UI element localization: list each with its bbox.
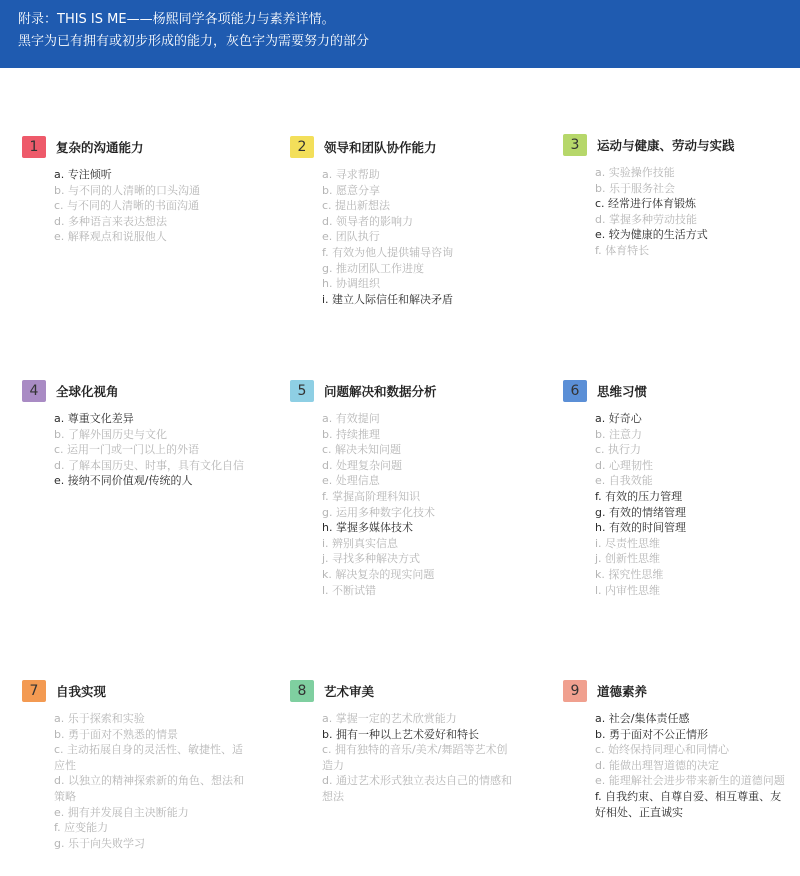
- category-number-badge: 9: [563, 680, 587, 702]
- ability-list: [22, 411, 247, 489]
- ability-item: b. 注意力: [595, 427, 642, 441]
- category-header: [290, 136, 515, 158]
- ability-item: c. 经常进行体育锻炼: [595, 197, 697, 211]
- ability-item: b. 拥有一种以上艺术爱好和特长: [322, 727, 479, 741]
- ability-item: a. 尊重文化差异: [54, 412, 134, 425]
- ability-item: d. 多种语言来表达想法: [54, 214, 167, 228]
- ability-item: e. 自我效能: [595, 474, 653, 488]
- ability-item: f. 自我约束、自尊自爱、相互尊重、友好相处、正直诚实: [595, 789, 782, 819]
- ability-list: [22, 167, 247, 245]
- ability-item: b. 持续推理: [322, 427, 380, 441]
- category-2: [290, 136, 515, 307]
- ability-item: l. 内审性思维: [595, 583, 661, 597]
- header-banner: [0, 0, 800, 68]
- category-number-badge: 5: [290, 380, 314, 402]
- ability-item: d. 能做出理智道德的决定: [595, 758, 719, 772]
- ability-list: [22, 711, 247, 851]
- category-header: [22, 380, 247, 402]
- ability-item: d. 处理复杂问题: [322, 458, 402, 472]
- ability-item: c. 执行力: [595, 443, 642, 457]
- ability-item: b. 了解外国历史与文化: [54, 427, 167, 441]
- ability-item: a. 有效提问: [322, 412, 380, 425]
- ability-item: a. 掌握一定的艺术欣赏能力: [322, 712, 457, 725]
- ability-item: b. 与不同的人清晰的口头沟通: [54, 183, 200, 197]
- ability-list: [563, 411, 788, 598]
- category-header: [290, 680, 515, 702]
- ability-item: i. 建立人际信任和解决矛盾: [322, 292, 454, 306]
- ability-item: k. 解决复杂的现实问题: [322, 567, 435, 581]
- header-legend-note: 黑字为已有拥有或初步形成的能力，灰色字为需要努力的部分: [18, 34, 370, 49]
- ability-item: a. 寻求帮助: [322, 168, 380, 181]
- category-header: [22, 136, 247, 158]
- category-header: [563, 380, 788, 402]
- ability-item: a. 乐于探索和实验: [54, 712, 145, 725]
- ability-item: d. 了解本国历史、时事，具有文化自信: [54, 458, 244, 472]
- category-number-badge: 8: [290, 680, 314, 702]
- ability-item: d. 以独立的精神探索新的角色、想法和策略: [54, 774, 244, 803]
- ability-item: e. 处理信息: [322, 474, 380, 488]
- ability-item: f. 有效为他人提供辅导咨询: [322, 245, 454, 259]
- ability-item: c. 与不同的人清晰的书面沟通: [54, 199, 200, 213]
- ability-item: c. 拥有独特的音乐/美术/舞蹈等艺术创造力: [322, 743, 508, 772]
- category-4: [22, 380, 247, 489]
- ability-item: g. 乐于向失败学习: [54, 836, 145, 850]
- category-number-badge: 3: [563, 134, 587, 156]
- ability-list: [290, 411, 515, 598]
- ability-item: g. 运用多种数字化技术: [322, 505, 435, 519]
- ability-item: d. 掌握多种劳动技能: [595, 212, 697, 226]
- ability-item: h. 有效的时间管理: [595, 521, 686, 535]
- ability-item: i. 辨别真实信息: [322, 536, 399, 550]
- ability-item: h. 协调组织: [322, 277, 380, 291]
- ability-item: b. 愿意分享: [322, 183, 380, 197]
- category-number-badge: 1: [22, 136, 46, 158]
- ability-item: b. 勇于面对不熟悉的情景: [54, 727, 178, 741]
- ability-item: j. 寻找多种解决方式: [322, 552, 421, 566]
- category-title: 领导和团队协作能力: [324, 140, 437, 155]
- ability-item: c. 运用一门或一门以上的外语: [54, 443, 200, 457]
- category-title: 问题解决和数据分析: [324, 384, 437, 399]
- ability-list: [290, 167, 515, 307]
- ability-item: e. 解释观点和说服他人: [54, 230, 167, 244]
- category-number-badge: 6: [563, 380, 587, 402]
- ability-list: [290, 711, 515, 805]
- ability-item: j. 创新性思维: [595, 552, 661, 566]
- ability-item: a. 好奇心: [595, 412, 642, 425]
- category-header: [563, 134, 788, 156]
- category-title: 艺术审美: [324, 684, 375, 699]
- ability-item: g. 推动团队工作进度: [322, 261, 424, 275]
- ability-list: [563, 711, 788, 820]
- ability-item: i. 尽责性思维: [595, 536, 661, 550]
- category-title: 道德素养: [597, 684, 648, 699]
- ability-item: k. 探究性思维: [595, 567, 664, 581]
- category-3: [563, 134, 788, 259]
- ability-item: f. 有效的压力管理: [595, 489, 683, 503]
- category-number-badge: 7: [22, 680, 46, 702]
- ability-item: f. 掌握高阶理科知识: [322, 489, 421, 503]
- ability-item: c. 始终保持同理心和同情心: [595, 743, 730, 757]
- ability-item: c. 提出新想法: [322, 199, 391, 213]
- ability-item: c. 解决未知问题: [322, 443, 402, 457]
- ability-item: e. 接纳不同价值观/传统的人: [54, 474, 193, 488]
- ability-item: e. 团队执行: [322, 230, 380, 244]
- category-9: [563, 680, 788, 820]
- ability-item: a. 实验操作技能: [595, 166, 675, 179]
- ability-item: l. 不断试错: [322, 583, 377, 597]
- category-7: [22, 680, 247, 851]
- category-title: 复杂的沟通能力: [56, 140, 144, 155]
- ability-item: d. 领导者的影响力: [322, 214, 413, 228]
- ability-item: f. 体育特长: [595, 243, 650, 257]
- category-title: 全球化视角: [56, 384, 119, 399]
- category-title: 自我实现: [56, 684, 107, 699]
- ability-item: a. 专注倾听: [54, 168, 112, 181]
- ability-item: b. 乐于服务社会: [595, 181, 675, 195]
- category-number-badge: 4: [22, 380, 46, 402]
- ability-item: e. 能理解社会进步带来新生的道德问题: [595, 774, 785, 788]
- ability-list: [563, 165, 788, 259]
- ability-item: a. 社会/集体责任感: [595, 712, 690, 725]
- category-number-badge: 2: [290, 136, 314, 158]
- category-header: [290, 380, 515, 402]
- ability-item: f. 应变能力: [54, 821, 109, 835]
- category-header: [22, 680, 247, 702]
- category-1: [22, 136, 247, 245]
- ability-item: d. 通过艺术形式独立表达自己的情感和想法: [322, 774, 512, 803]
- category-title: 思维习惯: [597, 384, 648, 399]
- ability-item: c. 主动拓展自身的灵活性、敏捷性、适应性: [54, 743, 244, 772]
- ability-item: h. 掌握多媒体技术: [322, 521, 413, 535]
- category-5: [290, 380, 515, 598]
- ability-item: g. 有效的情绪管理: [595, 505, 686, 519]
- header-title: 附录：THIS IS ME——杨熙同学各项能力与素养详情。: [18, 12, 335, 27]
- category-header: [563, 680, 788, 702]
- ability-item: d. 心理韧性: [595, 458, 653, 472]
- ability-item: b. 勇于面对不公正情形: [595, 727, 708, 741]
- ability-item: e. 拥有并发展自主决断能力: [54, 805, 189, 819]
- category-title: 运动与健康、劳动与实践: [597, 138, 735, 153]
- ability-item: e. 较为健康的生活方式: [595, 228, 708, 242]
- category-8: [290, 680, 515, 805]
- category-6: [563, 380, 788, 598]
